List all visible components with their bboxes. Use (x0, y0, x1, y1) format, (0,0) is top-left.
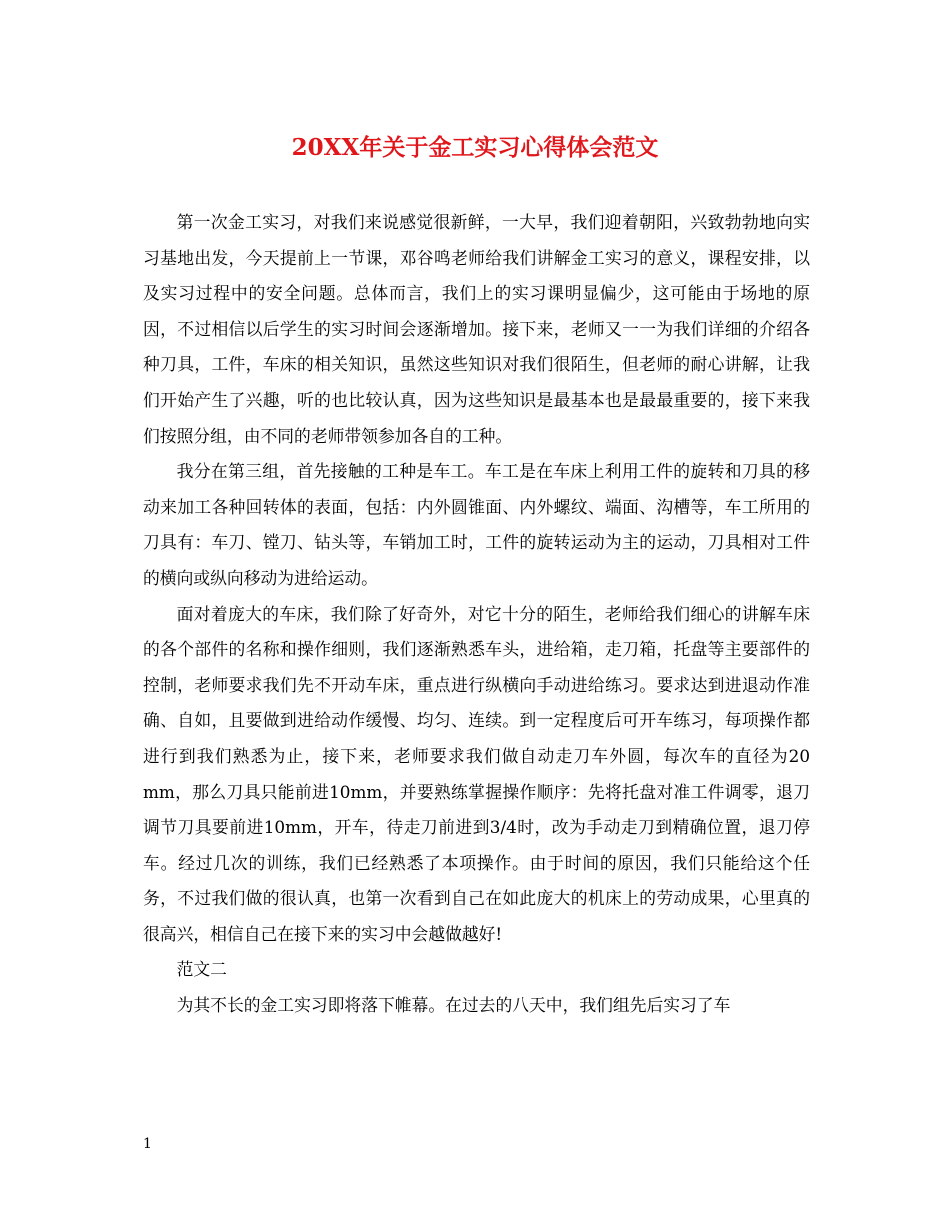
paragraph-1: 第一次金工实习，对我们来说感觉很新鲜，一大早，我们迎着朝阳，兴致勃勃地向实习基地出发，今天提前上一节课，邓谷鸣老师给我们讲解金工实习的意义，课程安排，以及实习过程中的安全问题。总体而言，我们上的实习课明显偏少，这可能由于场地的原因，不过相信以后学生的实习时间会逐渐增加。接下来，老师又一一为我们详细的介绍各种刀具，工件，车床的相关知识，虽然这些知识对我们很陌生，但老师的耐心讲解，让我们开始产生了兴趣，听的也比较认真，因为这些知识是最基本也是最最重要的，接下来我们按照分组，由不同的老师带领参加各自的工种。 (143, 212, 810, 446)
paragraph-4: 为其不长的金工实习即将落下帷幕。在过去的八天中，我们组先后实习了车 (176, 995, 731, 1016)
document-body (143, 205, 810, 1024)
paragraph-2: 我分在第三组，首先接触的工种是车工。车工是在车床上利用工件的旋转和刀具的移动来加工各种回转体的表面，包括：内外圆锥面、内外螺纹、端面、沟槽等，车工所用的刀具有：车刀、镗刀、钻头等，车销加工时，工件的旋转运动为主的运动，刀具相对工件的横向或纵向移动为进给运动。 (143, 461, 810, 588)
section-heading-sample-2: 范文二 (176, 959, 227, 980)
page-number: 1 (143, 1136, 152, 1152)
paragraph-3: 面对着庞大的车床，我们除了好奇外，对它十分的陌生，老师给我们细心的讲解车床的各个部件的名称和操作细则，我们逐渐熟悉车头，进给箱，走刀箱，托盘等主要部件的控制，老师要求我们先不开动车床，重点进行纵横向手动进给练习。要求达到进退动作准确、自如，且要做到进给动作缓慢、均匀、连续。到一定程度后可开车练习，每项操作都进行到我们熟悉为止，接下来，老师要求我们做自动走刀车外圆，每次车的直径为20 mm，那么刀具只能前进10mm，并要熟练掌握操作顺序：先将托盘对准工件调零，退刀调节刀具要前进10mm，开车，待走刀前进到3/4时，改为手动走刀到精确位置，退刀停车。经过几次的训练，我们已经熟悉了本项操作。由于时间的原因，我们只能给这个任务，不过我们做的很认真，也第一次看到自己在如此庞大的机床上的劳动成果，心里真的很高兴，相信自己在接下来的实习中会越做越好! (143, 603, 810, 944)
document-title: 20XX年关于金工实习心得体会范文 (291, 134, 659, 161)
